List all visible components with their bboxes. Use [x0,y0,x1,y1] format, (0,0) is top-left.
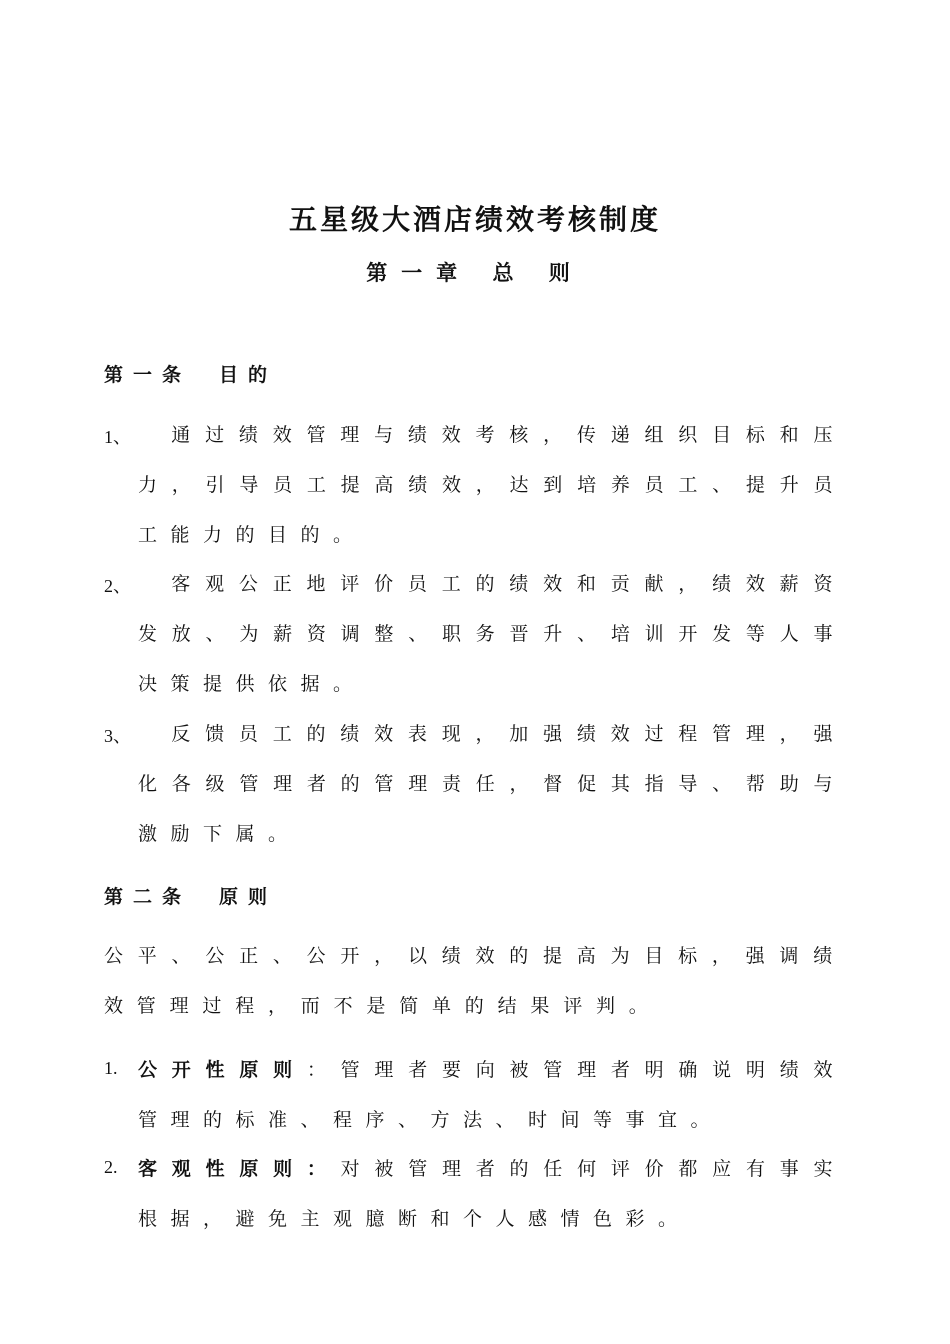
item-number: 3、 [104,726,131,746]
article-2-intro: 公平、公正、公开，以绩效的提高为目标，强调绩效管理过程，而不是简单的结果评判。 [104,945,846,1017]
principle-label: 客观性原则： [138,1158,341,1180]
article-2-label: 第二条 [104,886,192,908]
article-1-label: 第一条 [104,364,192,386]
item-number: 1、 [104,427,131,447]
item-text: 反馈员工的绩效表现，加强绩效过程管理，强化各级管理者的管理责任，督促其指导、帮助与激励下属。 [138,723,846,845]
item-number: 2. [104,1157,118,1177]
chapter-heading: 第一章 总 则 [366,260,584,285]
item-number: 1. [104,1058,118,1078]
article-1-item-3 [104,722,846,859]
document-title: 五星级大酒店绩效考核制度 [288,203,661,236]
article-2-item-2 [104,1157,846,1244]
article-1-heading [104,360,277,387]
item-text: 客观公正地评价员工的绩效和贡献，绩效薪资发放、为薪资调整、职务晋升、培训开发等人事决策提供依据。 [138,573,846,695]
article-1-item-2 [104,572,846,709]
article-1-title: 目的 [219,364,278,386]
item-text: 对被管理者的任何评价都应有事实根据，避免主观臆断和个人感情色彩。 [138,1158,846,1230]
article-1-item-1 [104,423,846,560]
principle-label: 公开性原则 [138,1059,307,1081]
item-text: 管理者要向被管理者明确说明绩效管理的标准、程序、方法、时间等事宜。 [138,1059,846,1131]
article-2-title: 原则 [219,886,278,908]
article-2-heading [104,882,277,909]
article-2-item-1 [104,1058,846,1145]
principle-separator: ： [306,1059,341,1081]
item-number: 2、 [104,576,131,596]
item-text: 通过绩效管理与绩效考核，传递组织目标和压力，引导员工提高绩效，达到培养员工、提升员工能力的目的。 [138,424,846,546]
